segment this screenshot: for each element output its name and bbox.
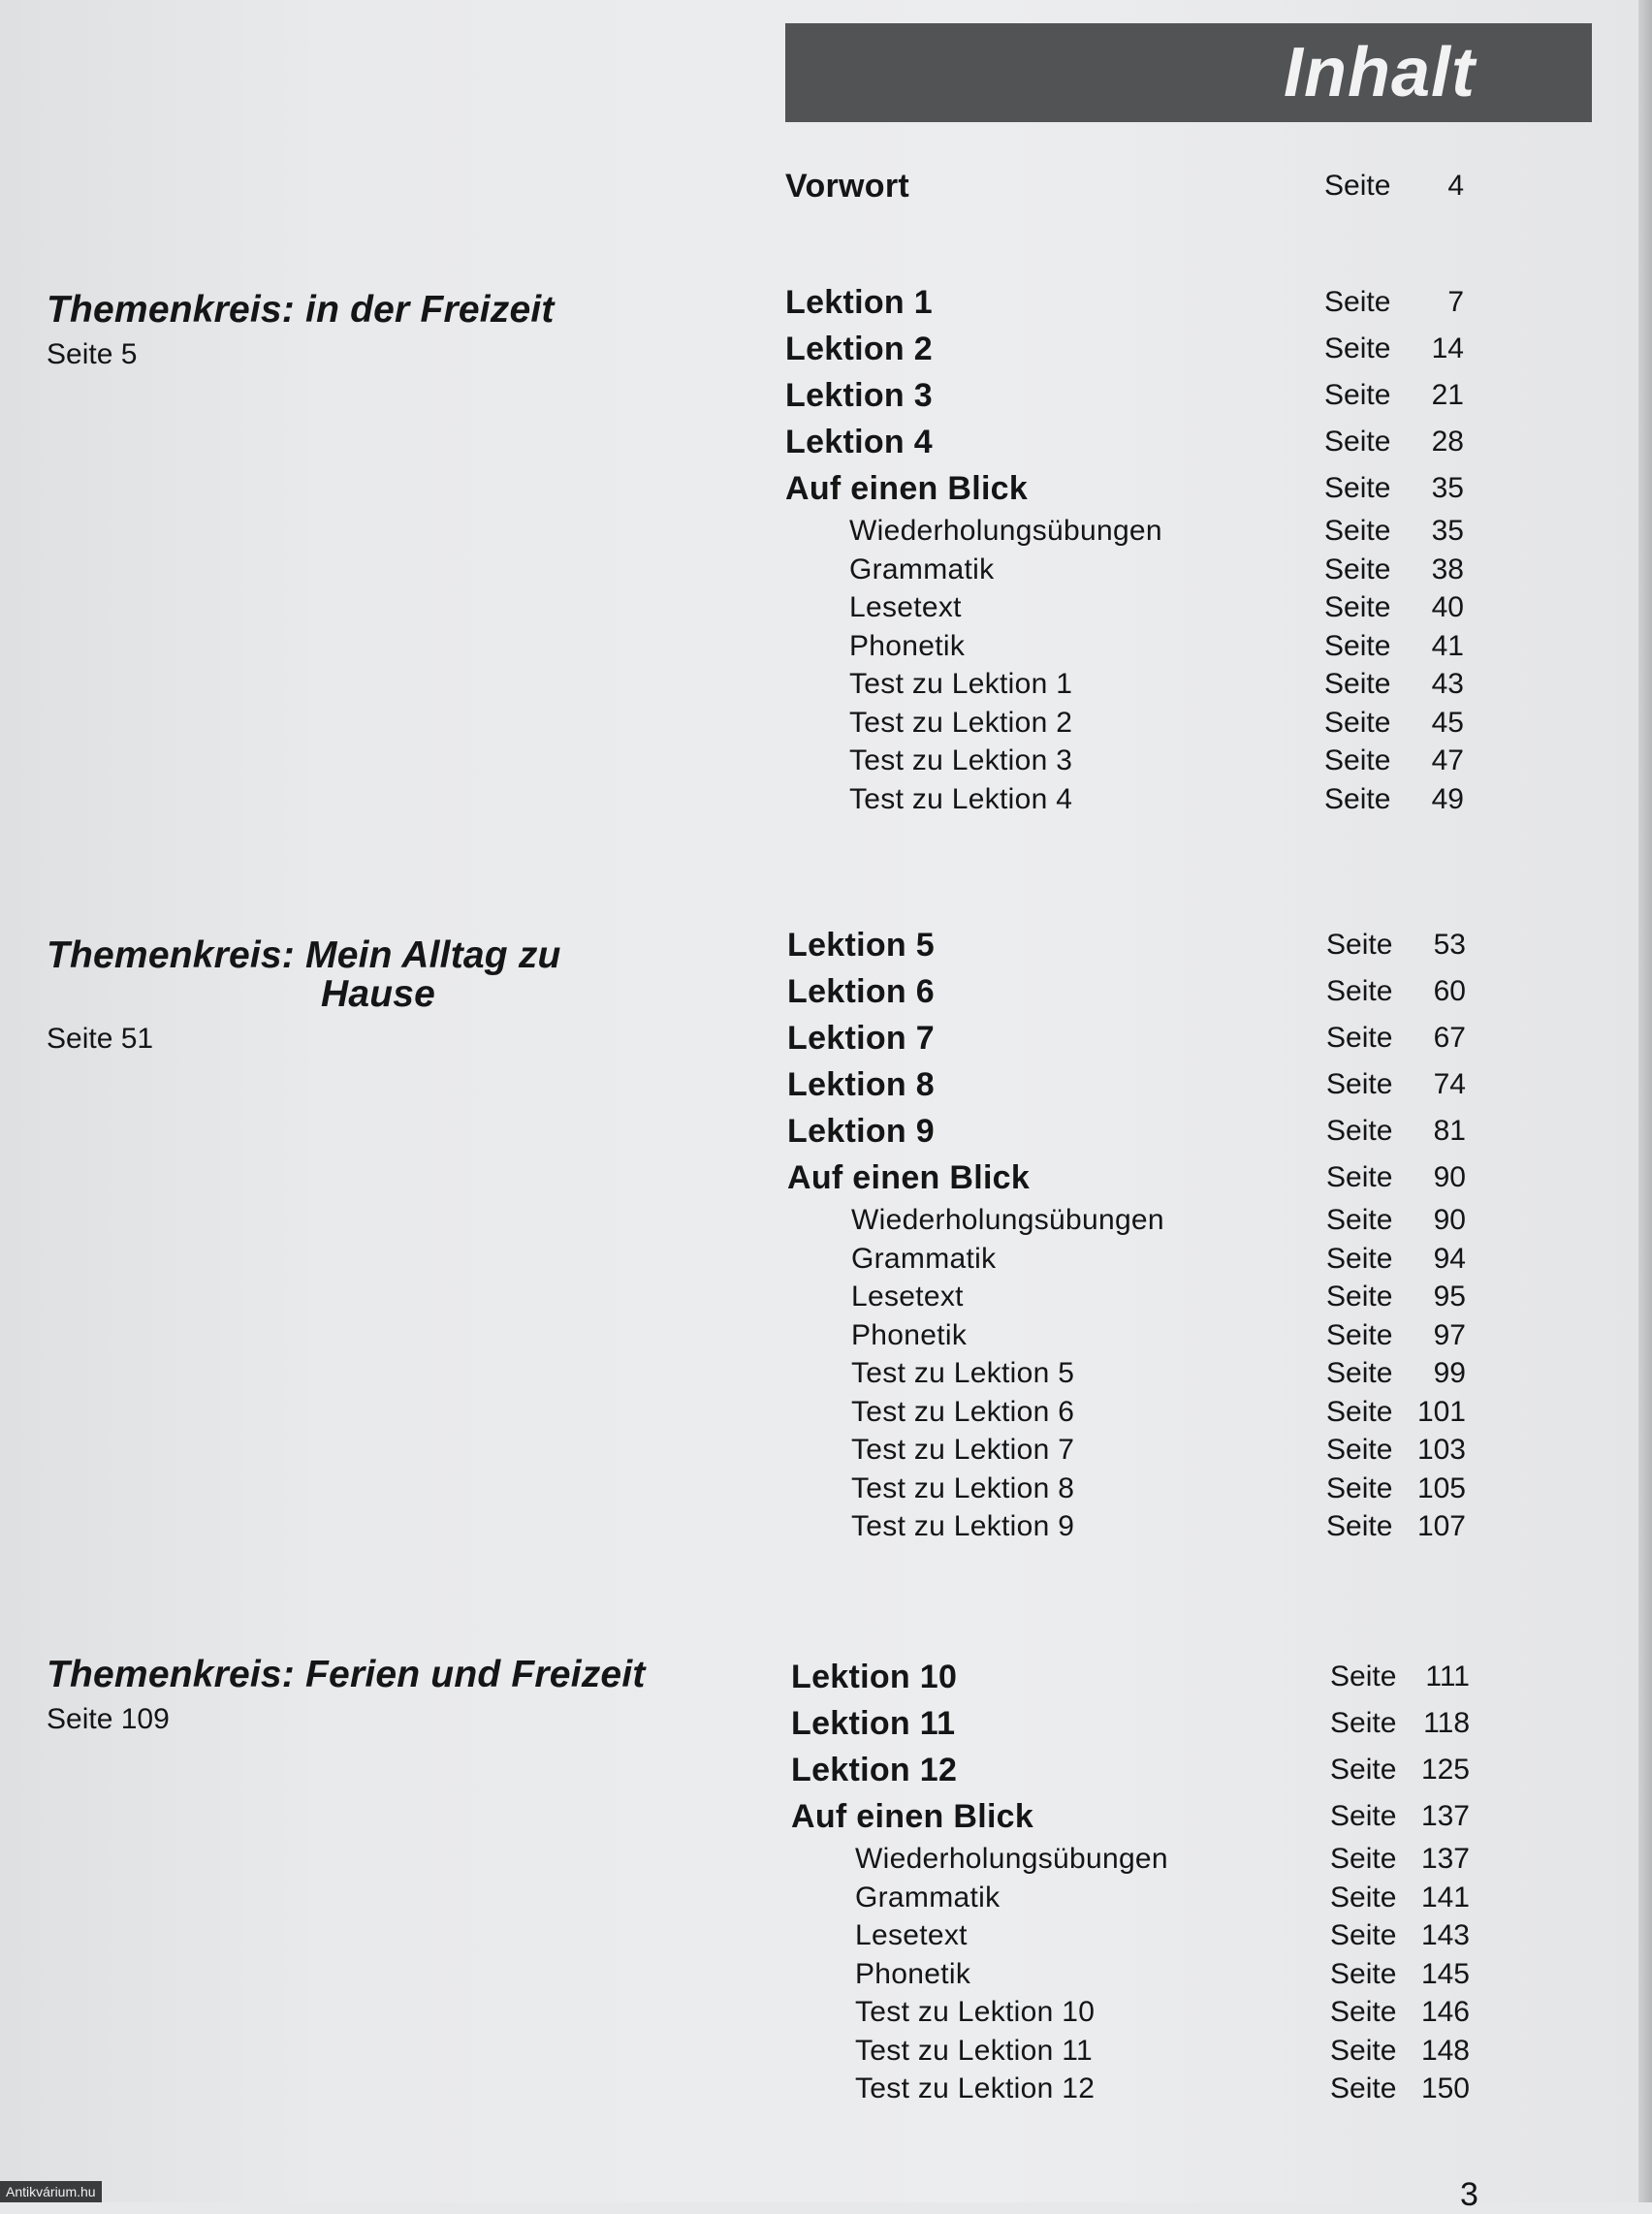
page-number-ref: 103	[1416, 1434, 1466, 1466]
theme-page-ref: Seite 109	[47, 1703, 170, 1735]
page-number-ref: 38	[1431, 553, 1464, 585]
page-number-ref: 146	[1420, 1996, 1470, 2028]
toc-entry	[787, 968, 1466, 1015]
toc-label: Wiederholungsübungen	[849, 515, 1162, 547]
page-number-ref: 94	[1433, 1242, 1466, 1275]
page-number-ref: 4	[1447, 170, 1464, 202]
page-number-ref: 53	[1433, 929, 1466, 961]
toc-subentry	[787, 1393, 1466, 1432]
seite-word: Seite	[1330, 1707, 1397, 1739]
toc-subentry	[791, 2032, 1470, 2071]
toc-label: Test zu Lektion 12	[855, 2072, 1096, 2104]
seite-word: Seite	[1330, 1919, 1397, 1951]
toc-label: Lektion 2	[785, 331, 933, 367]
toc-label: Test zu Lektion 8	[851, 1471, 1075, 1504]
theme-page-ref: Seite 51	[47, 1023, 154, 1055]
toc-label: Test zu Lektion 4	[849, 782, 1073, 815]
toc-subentry	[791, 1993, 1470, 2032]
page-number-ref: 7	[1447, 286, 1464, 318]
seite-word: Seite	[1324, 629, 1391, 662]
toc-subentry	[785, 704, 1464, 743]
seite-word: Seite	[1326, 1434, 1393, 1466]
toc-label: Test zu Lektion 3	[849, 744, 1073, 776]
page-title: Inhalt	[1284, 34, 1476, 111]
toc-label: Wiederholungsübungen	[855, 1843, 1168, 1875]
toc-section-3	[791, 1654, 1470, 2108]
seite-word: Seite	[1326, 929, 1393, 961]
seite-word: Seite	[1326, 1204, 1393, 1236]
page-number-ref: 137	[1420, 1800, 1470, 1832]
page-number-ref: 67	[1433, 1022, 1466, 1054]
toc-subentry	[785, 627, 1464, 666]
seite-word: Seite	[1324, 515, 1391, 547]
seite-word: Seite	[1326, 1510, 1393, 1542]
toc-subentry	[785, 512, 1464, 551]
toc-label: Lesetext	[851, 1281, 964, 1313]
page-number-ref: 90	[1433, 1161, 1466, 1193]
seite-word: Seite	[1324, 472, 1391, 504]
seite-word: Seite	[1324, 706, 1391, 739]
toc-subentry	[787, 1201, 1466, 1240]
page-number-ref: 143	[1420, 1919, 1470, 1951]
toc-subentry	[791, 1879, 1470, 1917]
seite-word: Seite	[1324, 426, 1391, 458]
seite-word: Seite	[1324, 332, 1391, 364]
toc-label: Test zu Lektion 5	[851, 1357, 1075, 1389]
seite-word: Seite	[1326, 1471, 1393, 1504]
toc-label: Test zu Lektion 2	[849, 706, 1073, 739]
toc-row-vorwort	[785, 163, 1464, 211]
toc-subentry	[787, 1278, 1466, 1316]
seite-word: Seite	[1324, 553, 1391, 585]
toc-label: Lektion 4	[785, 424, 933, 460]
toc-subentry	[787, 1470, 1466, 1508]
toc-entry	[787, 1015, 1466, 1061]
page-number-ref: 43	[1431, 668, 1464, 700]
toc-label: Lektion 7	[787, 1020, 935, 1057]
seite-word: Seite	[1330, 1996, 1397, 2028]
page-number-ref: 35	[1431, 472, 1464, 504]
toc-entry	[787, 1108, 1466, 1154]
seite-word: Seite	[1326, 1022, 1393, 1054]
seite-word: Seite	[1330, 1800, 1397, 1832]
page-number-ref: 97	[1433, 1318, 1466, 1351]
toc-entry	[785, 465, 1464, 512]
theme-title: Themenkreis: Mein Alltag zu Hause	[47, 934, 561, 1015]
seite-word: Seite	[1326, 1281, 1393, 1313]
toc-subentry	[791, 2070, 1470, 2108]
seite-word: Seite	[1324, 170, 1391, 202]
toc-subentry	[785, 588, 1464, 627]
toc-label: Phonetik	[855, 1957, 971, 1990]
page-number-ref: 49	[1431, 782, 1464, 815]
toc-label: Vorwort	[785, 168, 910, 205]
toc-subentry	[791, 1955, 1470, 1994]
toc-label: Phonetik	[849, 629, 966, 662]
watermark-credit: Antikvárium.hu	[0, 2181, 102, 2202]
seite-word: Seite	[1324, 379, 1391, 411]
toc-label: Lektion 11	[791, 1705, 956, 1742]
theme-page-ref: Seite 5	[47, 338, 138, 370]
seite-word: Seite	[1330, 2072, 1397, 2104]
seite-word: Seite	[1326, 975, 1393, 1007]
toc-label: Test zu Lektion 11	[855, 2034, 1093, 2067]
toc-subentry	[787, 1431, 1466, 1470]
seite-word: Seite	[1330, 1957, 1397, 1990]
page-number-ref: 107	[1416, 1510, 1466, 1542]
toc-subentry	[787, 1316, 1466, 1355]
toc-label: Grammatik	[849, 553, 995, 585]
toc-label: Lektion 3	[785, 377, 933, 414]
page-number-ref: 111	[1425, 1660, 1470, 1692]
page-number-ref: 148	[1420, 2034, 1470, 2067]
toc-entry	[787, 1061, 1466, 1108]
toc-label: Lektion 10	[791, 1659, 958, 1695]
seite-word: Seite	[1326, 1115, 1393, 1147]
toc-entry	[791, 1700, 1470, 1747]
toc-section-2	[787, 922, 1466, 1546]
page-number-ref: 105	[1416, 1471, 1466, 1504]
page-number-ref: 40	[1431, 591, 1464, 623]
toc-label: Test zu Lektion 9	[851, 1510, 1075, 1542]
toc-entry	[785, 419, 1464, 465]
page-number-ref: 28	[1431, 426, 1464, 458]
page-number: 3	[1460, 2176, 1478, 2213]
toc-entry	[791, 1793, 1470, 1840]
page-number-ref: 74	[1433, 1068, 1466, 1100]
toc-subentry	[791, 1916, 1470, 1955]
theme-title: Themenkreis: Ferien und Freizeit	[47, 1654, 646, 1695]
seite-word: Seite	[1324, 744, 1391, 776]
page-number-ref: 125	[1420, 1754, 1470, 1786]
toc-label: Lektion 9	[787, 1113, 935, 1150]
toc-entry	[791, 1747, 1470, 1793]
page-number-ref: 14	[1431, 332, 1464, 364]
seite-word: Seite	[1326, 1357, 1393, 1389]
toc-label: Lektion 6	[787, 973, 935, 1010]
page-number-ref: 99	[1433, 1357, 1466, 1389]
toc-label: Lektion 8	[787, 1066, 935, 1103]
page-number-ref: 118	[1423, 1707, 1470, 1739]
toc-label: Grammatik	[855, 1881, 1001, 1914]
seite-word: Seite	[1330, 1754, 1397, 1786]
page-number-ref: 21	[1431, 379, 1464, 411]
page-number-ref: 90	[1433, 1204, 1466, 1236]
page-number-ref: 150	[1420, 2072, 1470, 2104]
toc-label: Lektion 1	[785, 284, 933, 321]
page-number-ref: 101	[1416, 1395, 1466, 1428]
toc-label: Auf einen Blick	[791, 1798, 1034, 1835]
toc-subentry	[791, 1840, 1470, 1879]
toc-label: Lesetext	[849, 591, 962, 623]
page-number-ref: 47	[1431, 744, 1464, 776]
toc-entry	[787, 1154, 1466, 1201]
seite-word: Seite	[1326, 1395, 1393, 1428]
toc-subentry	[785, 551, 1464, 589]
seite-word: Seite	[1330, 1660, 1397, 1692]
toc-label: Lesetext	[855, 1919, 968, 1951]
toc-subentry	[785, 665, 1464, 704]
toc-label: Test zu Lektion 6	[851, 1395, 1075, 1428]
toc-entry	[785, 372, 1464, 419]
toc-label: Wiederholungsübungen	[851, 1204, 1164, 1236]
toc-entry	[791, 1654, 1470, 1700]
seite-word: Seite	[1330, 1881, 1397, 1914]
seite-word: Seite	[1324, 782, 1391, 815]
toc-label: Test zu Lektion 10	[855, 1996, 1096, 2028]
seite-word: Seite	[1326, 1161, 1393, 1193]
page-number-ref: 145	[1420, 1957, 1470, 1990]
title-bar	[785, 23, 1592, 122]
toc-label: Lektion 12	[791, 1752, 958, 1788]
page-number-ref: 81	[1433, 1115, 1466, 1147]
toc-entry	[785, 279, 1464, 326]
toc-subentry	[787, 1507, 1466, 1546]
page-number-ref: 35	[1431, 515, 1464, 547]
toc-entry	[787, 922, 1466, 968]
toc-subentry	[785, 742, 1464, 780]
page-number-ref: 141	[1420, 1881, 1470, 1914]
toc-entry	[785, 326, 1464, 372]
seite-word: Seite	[1324, 286, 1391, 318]
theme-heading-1	[47, 291, 745, 374]
toc-label: Grammatik	[851, 1242, 997, 1275]
toc-subentry	[787, 1240, 1466, 1279]
theme-title: Themenkreis: in der Freizeit	[47, 289, 555, 331]
toc-label: Test zu Lektion 1	[849, 668, 1073, 700]
seite-word: Seite	[1330, 1843, 1397, 1875]
toc-label: Auf einen Blick	[785, 470, 1029, 507]
seite-word: Seite	[1324, 668, 1391, 700]
seite-word: Seite	[1330, 2034, 1397, 2067]
seite-word: Seite	[1324, 591, 1391, 623]
page-number-ref: 137	[1420, 1843, 1470, 1875]
toc-label: Test zu Lektion 7	[851, 1434, 1075, 1466]
theme-heading-3	[47, 1656, 745, 1739]
seite-word: Seite	[1326, 1068, 1393, 1100]
toc-label: Auf einen Blick	[787, 1159, 1031, 1196]
page-number-ref: 45	[1431, 706, 1464, 739]
toc-label: Phonetik	[851, 1318, 968, 1351]
toc-section-1	[785, 279, 1464, 818]
toc-label: Lektion 5	[787, 927, 935, 964]
page-number-ref: 60	[1433, 975, 1466, 1007]
toc-subentry	[787, 1354, 1466, 1393]
theme-heading-2	[47, 936, 745, 1059]
toc-subentry	[785, 780, 1464, 819]
seite-word: Seite	[1326, 1318, 1393, 1351]
seite-word: Seite	[1326, 1242, 1393, 1275]
page-edge	[1638, 0, 1652, 2202]
page-number-ref: 95	[1433, 1281, 1466, 1313]
page-number-ref: 41	[1431, 629, 1464, 662]
